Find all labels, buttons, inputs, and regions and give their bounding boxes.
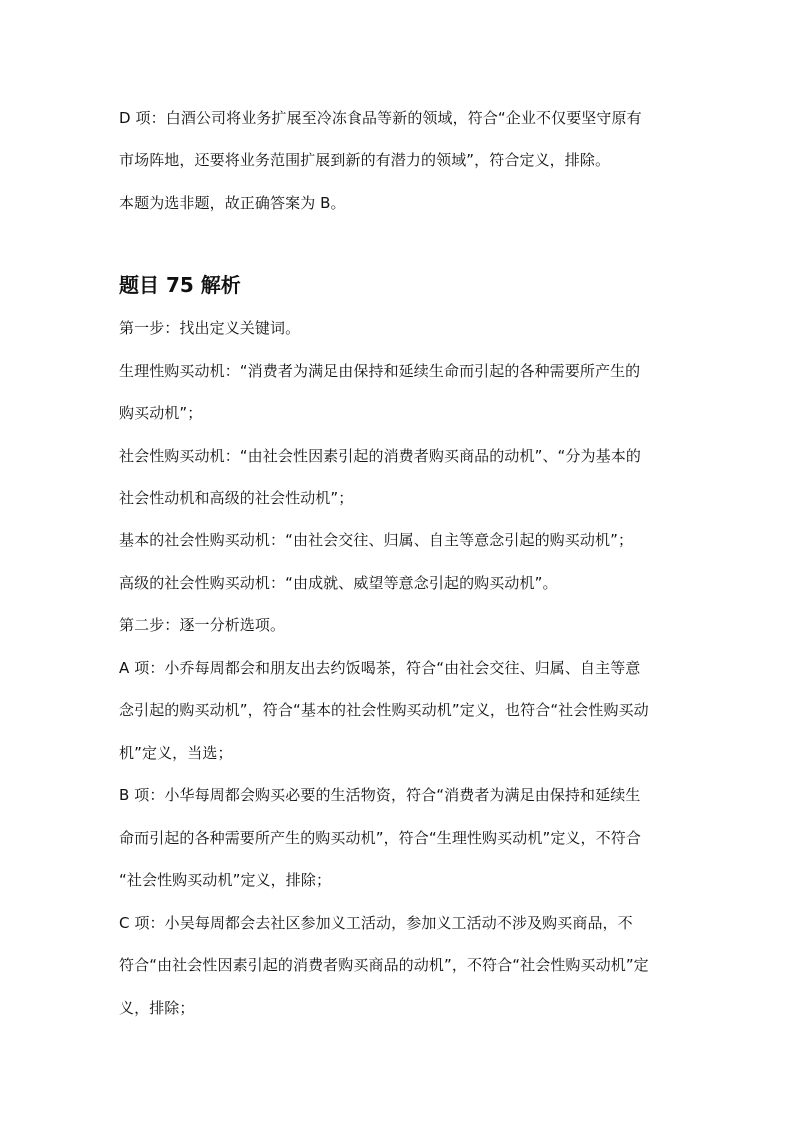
text-line: B 项：小华每周都会购买必要的生活物资，符合“消费者为满足由保持和延续生 — [119, 786, 641, 804]
text-line: 生理性购买动机：“消费者为满足由保持和延续生命而引起的各种需要所产生的 — [119, 362, 641, 380]
text-line: 社会性购买动机：“由社会性因素引起的消费者购买商品的动机”、“分为基本的 — [119, 447, 641, 465]
text-line: 命而引起的各种需要所产生的购买动机”，符合“生理性购买动机”定义，不符合 — [119, 829, 641, 847]
text-line: 义，排除； — [119, 999, 195, 1017]
text-line: 社会性动机和高级的社会性动机”； — [119, 489, 354, 507]
text-line: 基本的社会性购买动机：“由社会交往、归属、自主等意念引起的购买动机”； — [119, 531, 634, 549]
text-line: 购买动机”； — [119, 404, 203, 422]
text-line: D 项：白酒公司将业务扩展至冷冻食品等新的领域，符合“企业不仅要坚守原有 — [119, 109, 642, 127]
text-line: 符合“由社会性因素引起的消费者购买商品的动机”，不符合“社会性购买动机”定 — [119, 956, 649, 974]
text-line: 第一步：找出定义关键词。 — [119, 319, 301, 337]
text-line: 高级的社会性购买动机：“由成就、威望等意念引起的购买动机”。 — [119, 574, 558, 592]
text-line: 念引起的购买动机”，符合“基本的社会性购买动机”定义，也符合“社会性购买动 — [119, 701, 649, 719]
text-line: A 项：小乔每周都会和朋友出去约饭喝茶，符合“由社会交往、归属、自主等意 — [119, 659, 641, 677]
text-line: 第二步：逐一分析选项。 — [119, 616, 286, 634]
text-line: 本题为选非题，故正确答案为 B。 — [119, 194, 346, 212]
section-title: 题目 75 解析 — [119, 273, 241, 297]
text-line: C 项：小吴每周都会去社区参加义工活动，参加义工活动不涉及购买商品，不 — [119, 914, 633, 932]
text-line: 市场阵地，还要将业务范围扩展到新的有潜力的领域”，符合定义，排除。 — [119, 151, 611, 169]
text-line: 机”定义，当选； — [119, 744, 233, 762]
text-line: “社会性购买动机”定义，排除； — [119, 871, 332, 889]
